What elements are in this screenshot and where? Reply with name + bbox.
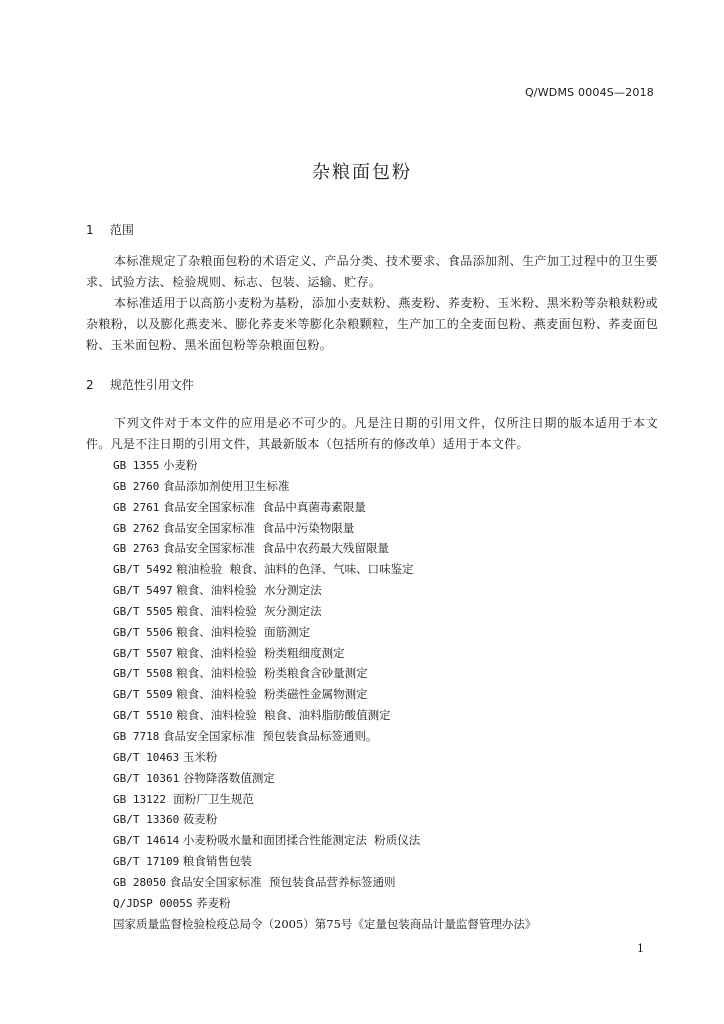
reference-item (113, 538, 536, 559)
page-number: 1 (637, 942, 644, 955)
paragraph: 本标准规定了杂粮面包粉的术语定义、产品分类、技术要求、食品添加剂、生产加工过程中的卫生要求、试验方法、检验规则、标志、包装、运输、贮存。 (86, 254, 658, 289)
reference-code: GB 28050 (113, 875, 166, 889)
reference-item (113, 455, 536, 476)
reference-title: 谷物降落数值测定 (182, 770, 275, 785)
reference-code: GB/T 5507 (113, 646, 173, 660)
reference-code: GB/T 5506 (113, 625, 173, 639)
reference-code: GB/T 5509 (113, 688, 173, 702)
reference-title: 食品安全国家标准 预包装食品标签通则。 (163, 728, 378, 743)
reference-item (113, 580, 536, 601)
section-heading-normative-references (86, 376, 194, 393)
reference-code: GB/T 13360 (113, 813, 180, 827)
reference-item (113, 643, 536, 664)
reference-code: GB/T 5505 (113, 604, 173, 618)
reference-title: 食品添加剂使用卫生标准 (163, 478, 290, 493)
reference-title: 莜麦粉 (182, 812, 218, 827)
section-heading-scope (86, 221, 134, 238)
reference-title: 粮食、油料检验 水分测定法 (176, 583, 322, 598)
reference-title: 小麦粉吸水量和面团揉合性能测定法 粉质仪法 (182, 833, 421, 848)
reference-code: Q/JDSP 0005S (113, 896, 193, 910)
reference-item (113, 872, 536, 893)
reference-code: GB 13122 (113, 792, 166, 806)
reference-title: 粮食、油料检验 粉类粮食含砂量测定 (176, 666, 368, 681)
reference-title: 粮食、油料检验 粮食、油料脂肪酸值测定 (176, 708, 391, 723)
reference-title: 粮油检验 粮食、油料的色泽、气味、口味鉴定 (176, 562, 414, 577)
reference-code: GB/T 5492 (113, 563, 173, 577)
reference-title: 面粉厂卫生规范 (169, 791, 254, 806)
reference-title: 荞麦粉 (196, 895, 231, 910)
reference-title: 粮食、油料检验 灰分测定法 (176, 603, 322, 618)
standard-code: Q/WDMS 0004S—2018 (524, 86, 654, 99)
reference-item (113, 851, 536, 872)
reference-item (113, 726, 536, 747)
reference-code: GB/T 10463 (113, 750, 180, 764)
reference-code: GB 2763 (113, 542, 160, 556)
reference-title: 食品安全国家标准 食品中农药最大残留限量 (163, 541, 389, 556)
reference-list (113, 455, 536, 934)
reference-item (113, 789, 536, 810)
reference-item (113, 705, 536, 726)
reference-item (113, 830, 536, 851)
reference-item (113, 518, 536, 539)
reference-title: 玉米粉 (182, 749, 218, 764)
reference-item (113, 747, 536, 768)
reference-title: 国家质量监督检验检疫总局令（2005）第75号《定量包装商品计量监督管理办法》 (113, 916, 537, 931)
reference-item (113, 809, 536, 830)
reference-item (113, 768, 536, 789)
reference-code: GB 2760 (113, 479, 160, 493)
paragraph: 下列文件对于本文件的应用是必不可少的。凡是注日期的引用文件，仅所注日期的版本适用于本文件。凡是不注日期的引用文件，其最新版本（包括所有的修改单）适用于本文件。 (86, 416, 658, 451)
reference-code: GB/T 17109 (113, 855, 180, 869)
document-title: 杂粮面包粉 (312, 162, 412, 183)
reference-code: GB/T 5497 (113, 584, 173, 598)
reference-code: GB/T 14614 (113, 834, 180, 848)
reference-title: 粮食、油料检验 粉类粗细度测定 (176, 645, 345, 660)
section-number: 1 (86, 223, 94, 237)
reference-code: GB/T 10361 (113, 771, 180, 785)
reference-code: GB 2762 (113, 521, 160, 535)
reference-item (113, 684, 536, 705)
reference-title: 粮食、油料检验 粉类磁性金属物测定 (176, 687, 368, 702)
section-number: 2 (86, 378, 94, 392)
reference-item (113, 914, 536, 935)
reference-item (113, 497, 536, 518)
reference-title: 小麦粉 (163, 458, 198, 472)
reference-title: 食品安全国家标准 食品中污染物限量 (163, 520, 355, 535)
reference-item (113, 601, 536, 622)
reference-item (113, 663, 536, 684)
reference-title: 食品安全国家标准 预包装食品营养标签通则 (169, 874, 396, 889)
reference-title: 食品安全国家标准 食品中真菌毒素限量 (163, 499, 366, 514)
reference-code: GB 1355 (113, 459, 160, 472)
reference-title: 粮食、油料检验 面筋测定 (176, 624, 311, 639)
reference-title: 粮食销售包装 (182, 854, 252, 869)
reference-code: GB 7718 (113, 729, 160, 743)
reference-item (113, 622, 536, 643)
reference-item (113, 893, 536, 914)
section-title: 规范性引用文件 (109, 378, 194, 392)
reference-code: GB 2761 (113, 500, 160, 514)
reference-item (113, 476, 536, 497)
paragraph: 本标准适用于以高筋小麦粉为基粉，添加小麦麸粉、燕麦粉、荞麦粉、玉米粉、黑米粉等杂粮麸粉或杂粮粉，以及膨化燕麦米、膨化荞麦米等膨化杂粮颗粒，生产加工的全麦面包粉、燕麦面包粉、荞麦面包粉、玉米面包粉、黑米面包粉等杂粮面包粉。 (86, 296, 658, 352)
reference-code: GB/T 5508 (113, 667, 173, 681)
reference-code: GB/T 5510 (113, 709, 173, 723)
reference-item (113, 559, 536, 580)
section-title: 范围 (109, 223, 134, 237)
